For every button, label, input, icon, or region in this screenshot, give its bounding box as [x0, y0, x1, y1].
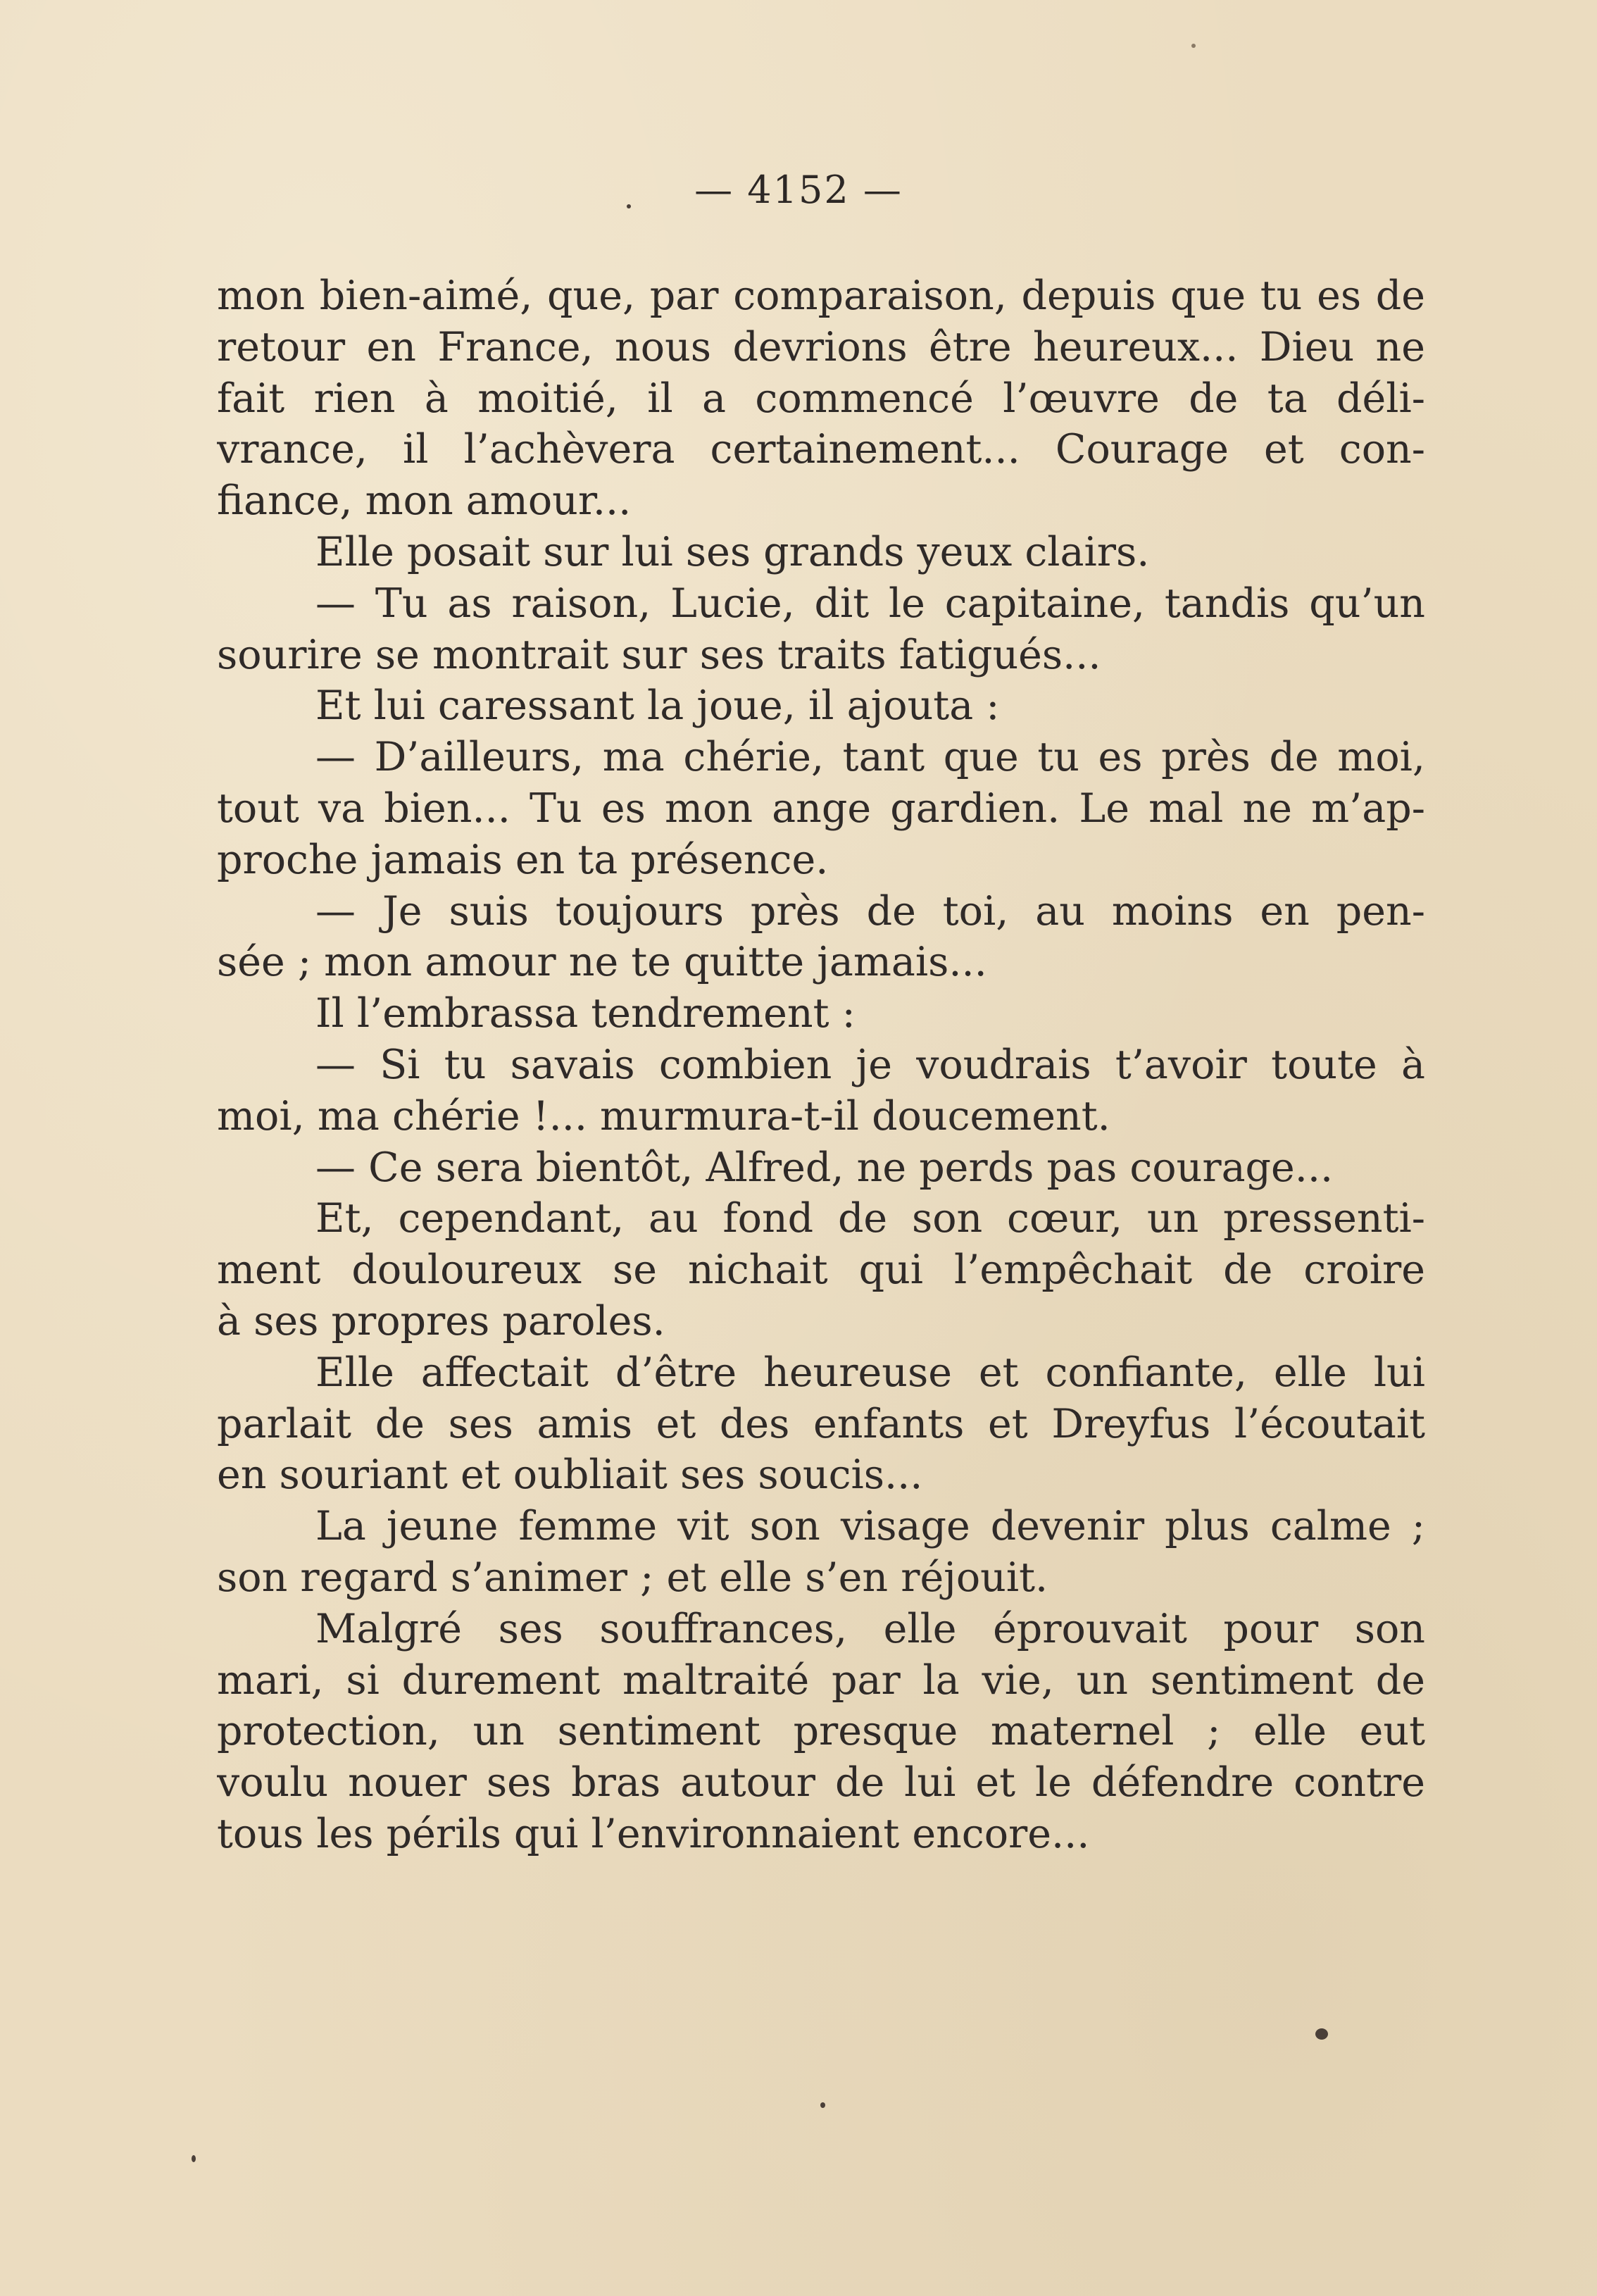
text-line: — D’ailleurs, ma chérie, tant que tu es près de moi, [315, 734, 1425, 781]
text-line: sourire se montrait sur ses traits fatigués... [217, 631, 1101, 678]
text-line: à ses propres paroles. [217, 1297, 665, 1344]
text-line: vrance, il l’achèvera certainement... Courage et con- [217, 426, 1425, 473]
text-line: son regard s’animer ; et elle s’en réjouit. [217, 1554, 1048, 1601]
page-number: — 4152 — [694, 168, 903, 212]
text-line: — Je suis toujours près de toi, au moins en pen- [315, 887, 1425, 935]
body-text [217, 270, 1425, 1860]
paper-speck [820, 2102, 825, 2108]
text-line: tout va bien... Tu es mon ange gardien. Le mal ne m’ap- [217, 785, 1425, 832]
text-line: sée ; mon amour ne te quitte jamais... [217, 939, 987, 986]
text-line: fiance, mon amour... [217, 478, 632, 525]
text-line: Malgré ses souffrances, elle éprouvait pour son [315, 1605, 1425, 1652]
text-line: ment douloureux se nichait qui l’empêchait de croire [217, 1247, 1425, 1294]
paper-speck [1191, 44, 1196, 48]
text-line: mon bien-aimé, que, par comparaison, depuis que tu es de [217, 273, 1425, 319]
text-line: en souriant et oubliait ses soucis... [217, 1452, 923, 1499]
text-line: Elle posait sur lui ses grands yeux clairs. [315, 528, 1150, 575]
paper-speck [192, 2155, 196, 2162]
text-line: — Ce sera bientôt, Alfred, ne perds pas courage... [315, 1144, 1334, 1191]
text-line: Et, cependant, au fond de son cœur, un pressenti- [315, 1195, 1425, 1242]
text-line: protection, un sentiment presque maternel ; elle eut [217, 1708, 1425, 1755]
text-line: mari, si durement maltraité par la vie, un sentiment de [217, 1657, 1425, 1704]
text-line: Elle affectait d’être heureuse et confiante, elle lui [315, 1349, 1425, 1396]
paper-speck [1315, 2028, 1328, 2040]
text-line: fait rien à moitié, il a commencé l’œuvre de ta déli- [217, 375, 1425, 422]
text-line: moi, ma chérie !... murmura-t-il doucement. [217, 1092, 1110, 1140]
text-line: Et lui caressant la joue, il ajouta : [315, 682, 1000, 730]
text-line: proche jamais en ta présence. [217, 836, 829, 883]
paper-speck [627, 204, 631, 208]
text-line: Il l’embrassa tendrement : [315, 990, 856, 1037]
text-line: La jeune femme vit son visage devenir plus calme ; [315, 1503, 1425, 1550]
text-line: voulu nouer ses bras autour de lui et le défendre contre [217, 1759, 1425, 1807]
text-line: — Tu as raison, Lucie, dit le capitaine, tandis qu’un [315, 580, 1425, 627]
text-line: tous les périls qui l’environnaient encore... [217, 1810, 1090, 1857]
text-line: parlait de ses amis et des enfants et Dreyfus l’écoutait [217, 1400, 1425, 1447]
text-line: — Si tu savais combien je voudrais t’avoir toute à [315, 1041, 1425, 1088]
text-line: retour en France, nous devrions être heureux... Dieu ne [217, 323, 1425, 370]
